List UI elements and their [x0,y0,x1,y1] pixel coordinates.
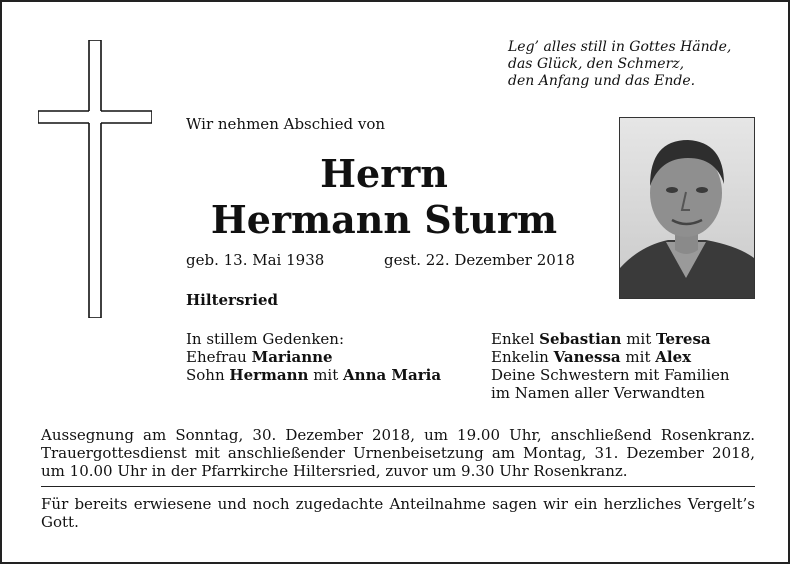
mourner-line: Ehefrau Marianne [186,348,333,366]
birth-date: geb. 13. Mai 1938 [186,251,325,269]
quote-line: das Glück, den Schmerz, [508,56,685,72]
deceased-name: Hermann Sturm [210,197,558,242]
hometown: Hiltersried [186,291,279,309]
salutation: Herrn [320,151,448,196]
quote-line: Leg’ alles still in Gottes Hände, [508,39,732,55]
cross-icon [38,40,152,318]
mourners-right [491,330,730,402]
portrait-photo [619,117,755,299]
quote-line: den Anfang und das Ende. [508,73,696,89]
bible-quote [508,39,768,90]
mourner-line: Sohn Hermann mit Anna Maria [186,366,442,384]
thanks-text: Für bereits erwiesene und noch zugedachte Anteilnahme sagen wir ein herzliches Vergelt’s Gott. [41,495,755,531]
mourners-left [186,330,441,384]
mourner-line: Enkel Sebastian mit Teresa [491,330,711,348]
mourner-line: Enkelin Vanessa mit Alex [491,348,692,366]
death-date: gest. 22. Dezember 2018 [384,251,575,269]
divider [41,486,755,487]
intro-text: Wir nehmen Abschied von [186,115,386,133]
mourners-heading: In stillem Gedenken: [186,330,345,348]
service-info: Aussegnung am Sonntag, 30. Dezember 2018, um 19.00 Uhr, anschließend Rosenkranz. Trauergottesdienst mit anschließender Urnenbeisetzung am Montag, 31. Dezember 2018, um 10.00 Uhr in der Pfarrkirche Hiltersried, zuvor um 9.30 Uhr Rosenkranz. [41,426,755,480]
mourner-line: Deine Schwestern mit Familien [491,366,730,384]
mourner-line: im Namen aller Verwandten [491,384,705,402]
